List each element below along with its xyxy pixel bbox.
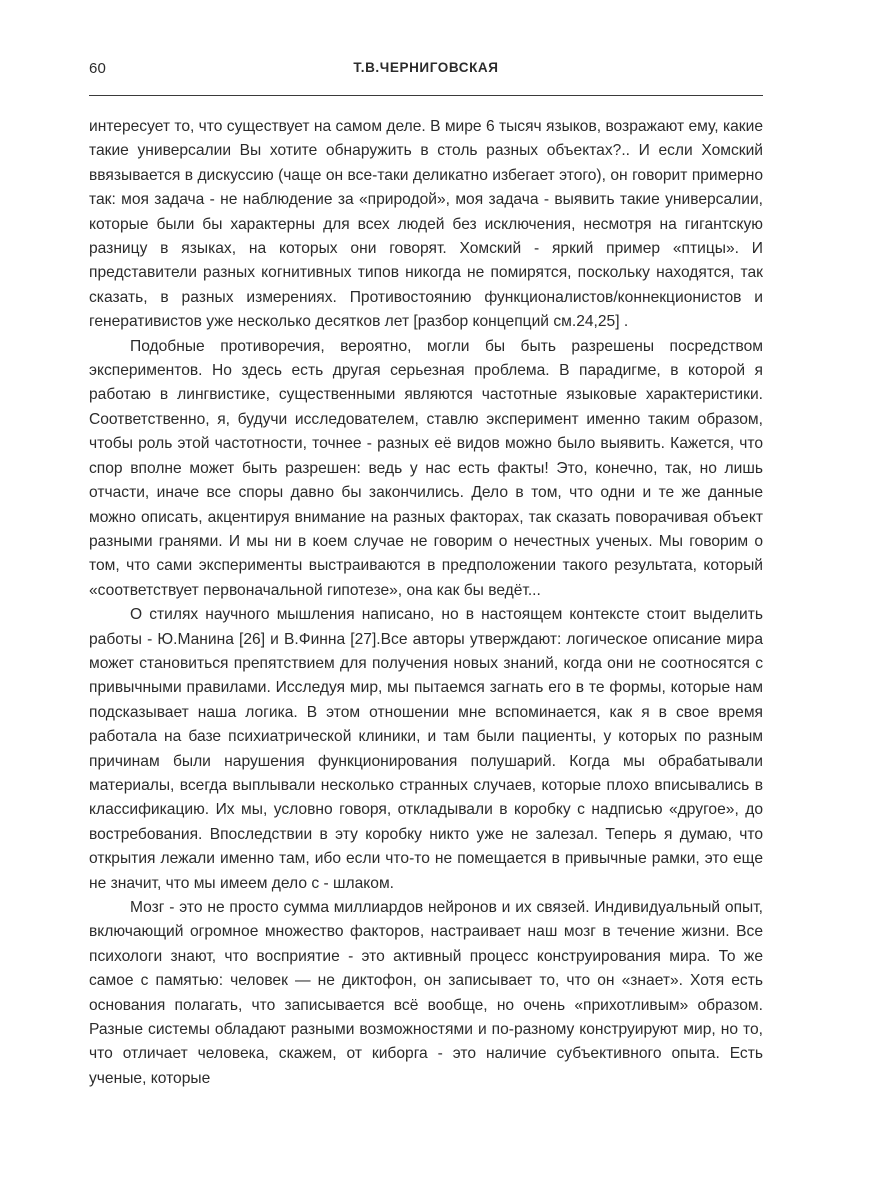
page-number: 60 — [89, 60, 107, 77]
paragraph: О стилях научного мышления написано, но в настоящем контексте стоит выделить работы - Ю.Манина [26] и В.Финна [27].Все авторы утверждают: логическое описание мира может становиться препятствием для получения новых знаний, когда они не соотносятся с привычными правилами. Исследуя мир, мы пытаемся загнать его в те формы, которые нам подсказывает наша логика. В этом отношении мне вспоминается, как я в свое время работала на базе психиатрической клиники, и там были пациенты, у которых по разным причинам были нарушения функционирования полушарий. Когда мы обрабатывали материалы, всегда выплывали несколько странных случаев, которые плохо вписывались в классификацию. Их мы, условно говоря, откладывали в коробку с надписью «другое», до востребования. Впоследствии в эту коробку никто уже не залезал. Теперь я думаю, что открытия лежали именно там, ибо если что-то не помещается в привычные рамки, это еще не значит, что мы имеем дело с - шлаком. — [89, 606, 763, 892]
page-header — [89, 60, 763, 84]
paragraph: Мозг - это не просто сумма миллиардов нейронов и их связей. Индивидуальный опыт, включающий огромное множество факторов, настраивает наш мозг в течение жизни. Все психологи знают, что восприятие - это активный процесс конструирования мира. То же самое с памятью: человек — не диктофон, он записывает то, что он «знает». Хотя есть основания полагать, что записывается всё вообще, но очень «прихотливым» образом. Разные системы обладают разными возможностями и по-разному конструируют мир, но то, что отличает человека, скажем, от киборга - это наличие субъективного опыта. Есть ученые, которые — [89, 899, 763, 1087]
paragraph: Подобные противоречия, вероятно, могли бы быть разрешены посредством экспериментов. Но здесь есть другая серьезная проблема. В парадигме, в которой я работаю в лингвистике, существенными являются частотные языковые характеристики. Соответственно, я, будучи исследователем, ставлю эксперимент именно таким образом, чтобы роль этой частотности, точнее - разных её видов можно было выявить. Кажется, что спор вполне может быть разрешен: ведь у нас есть факты! Это, конечно, так, но лишь отчасти, иначе все споры давно бы закончились. Дело в том, что одни и те же данные можно описать, акцентируя внимание на разных факторах, так сказать поворачивая объект разными гранями. И мы ни в коем случае не говорим о нечестных ученых. Мы говорим о том, что сами эксперименты выстраиваются в предположении такого результата, который «соответствует первоначальной гипотезе», она как бы ведёт... — [89, 337, 763, 599]
running-title: Т.В.ЧЕРНИГОВСКАЯ — [353, 60, 499, 75]
header-rule — [89, 95, 763, 96]
paragraph: интересует то, что существует на самом деле. В мире 6 тысяч языков, возражают ему, какие такие универсалии Вы хотите обнаружить в столь разных объектах?.. И если Хомский ввязывается в дискуссию (чаще он все-таки деликатно избегает этого), он говорит примерно так: моя задача - не наблюдение за «природой», моя задача - выявить такие универсалии, которые были бы характерны для всех людей без исключения, несмотря на гигантскую разницу в языках, на которых они говорят. Хомский - яркий пример «птицы». И представители разных когнитивных типов никогда не помирятся, поскольку находятся, так сказать, в разных измерениях. Противостоянию функционалистов/коннекционистов и генеративистов уже несколько десятков лет [разбор концепций см.24,25] . — [89, 118, 763, 331]
body-text — [89, 115, 763, 1091]
